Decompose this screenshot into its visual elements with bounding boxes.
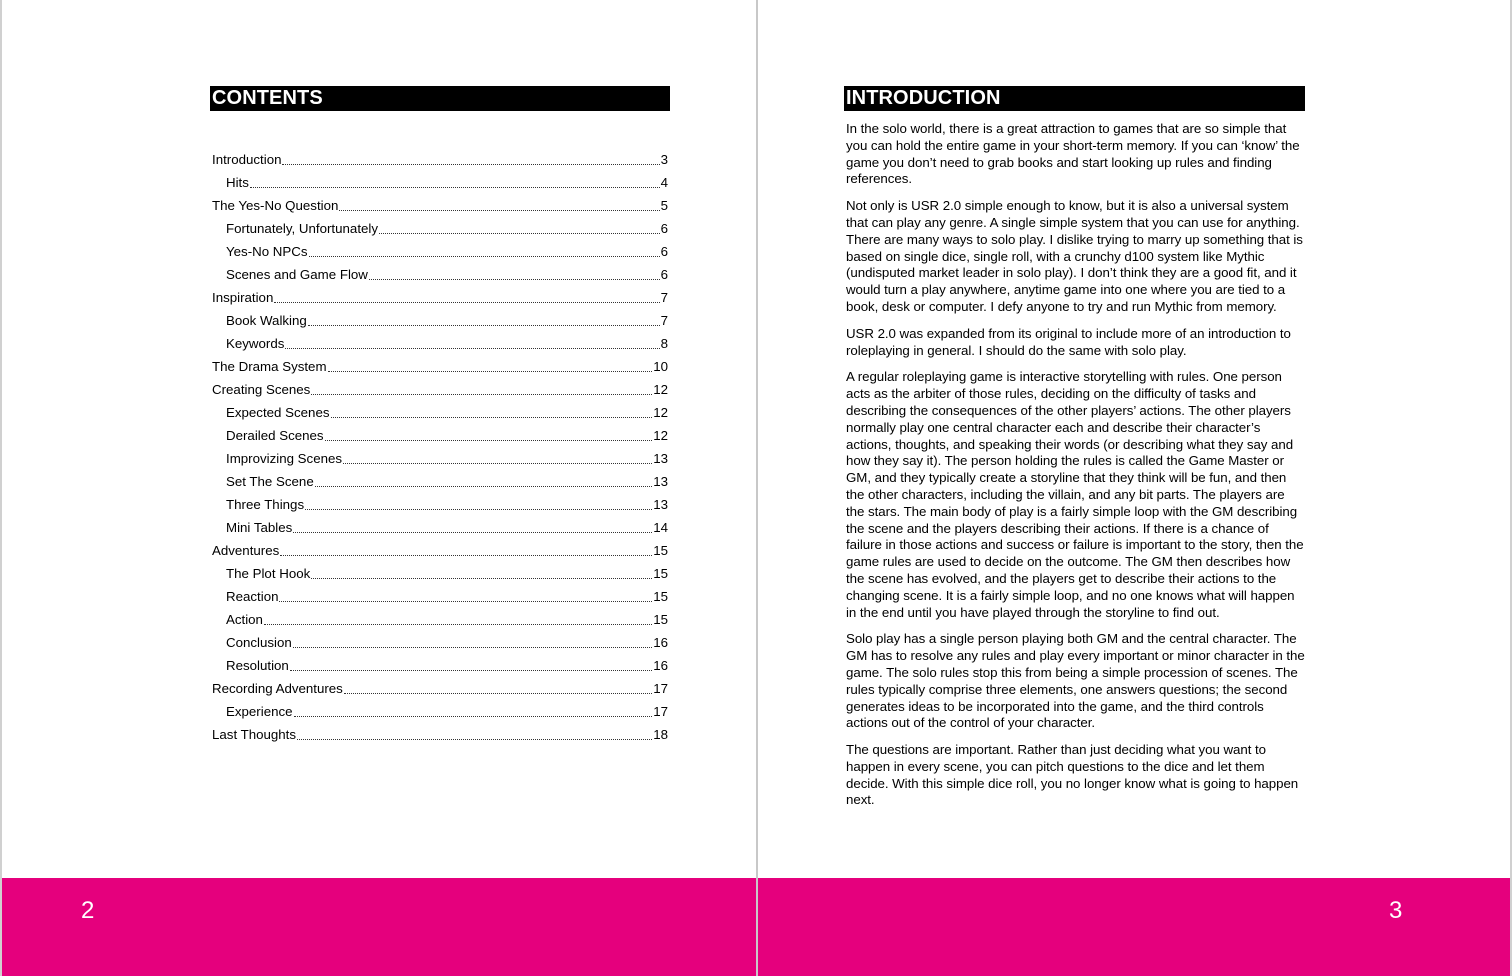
- toc-entry[interactable]: [212, 677, 668, 700]
- intro-paragraph: USR 2.0 was expanded from its original to include more of an introduction to roleplaying in general. I should do the same with solo play.: [846, 325, 1291, 358]
- toc-entry-title: The Yes-No Question: [212, 198, 339, 213]
- toc-entry[interactable]: [212, 194, 668, 217]
- toc-entry[interactable]: [212, 378, 668, 401]
- toc-entry[interactable]: [212, 355, 668, 378]
- toc-entry-page: 10: [653, 359, 668, 374]
- toc-entry-title: Reaction: [226, 589, 279, 604]
- toc-dot-leader: [325, 440, 653, 441]
- toc-entry-title: Hits: [226, 175, 249, 190]
- toc-entry-page: 13: [653, 474, 668, 489]
- table-of-contents: [212, 148, 668, 746]
- toc-entry[interactable]: [212, 332, 668, 355]
- toc-entry-title: Scenes and Game Flow: [226, 267, 368, 282]
- toc-entry-title: Set The Scene: [226, 474, 314, 489]
- toc-dot-leader: [369, 279, 660, 280]
- toc-entry-title: Expected Scenes: [226, 405, 330, 420]
- toc-entry-page: 5: [660, 198, 668, 213]
- toc-entry[interactable]: [212, 217, 668, 240]
- toc-dot-leader: [343, 463, 652, 464]
- toc-entry-title: Resolution: [226, 658, 289, 673]
- toc-entry[interactable]: [212, 723, 668, 746]
- toc-entry-page: 8: [660, 336, 668, 351]
- toc-entry-page: 17: [653, 681, 668, 696]
- toc-entry-title: The Drama System: [212, 359, 327, 374]
- toc-entry[interactable]: [212, 424, 668, 447]
- page-number-right: 3: [1389, 897, 1403, 924]
- toc-dot-leader: [290, 670, 652, 671]
- toc-dot-leader: [282, 164, 659, 165]
- toc-entry[interactable]: [212, 631, 668, 654]
- toc-entry-page: 15: [653, 589, 668, 604]
- toc-entry[interactable]: [212, 309, 668, 332]
- toc-dot-leader: [311, 394, 652, 395]
- toc-entry-page: 15: [653, 566, 668, 581]
- toc-entry-title: Mini Tables: [226, 520, 293, 535]
- toc-entry-title: Action: [226, 612, 263, 627]
- toc-dot-leader: [331, 417, 653, 418]
- toc-dot-leader: [279, 601, 652, 602]
- toc-dot-leader: [339, 210, 659, 211]
- intro-paragraph: Not only is USR 2.0 simple enough to know, but it is also a universal system that can play any genre. A single simple system that you can use for anything. There are many ways to solo play. I dislike trying to marry up something that is based on single dice, single roll, with a crunchy d100 system like Mythic (undisputed market leader in solo play). I don’t think they are a good fit, and it would turn a play anywhere, anytime game into one where you are tied to a book, desk or computer. I defy anyone to try and run Mythic from memory.: [846, 198, 1303, 314]
- toc-dot-leader: [294, 716, 653, 717]
- toc-entry-title: Last Thoughts: [212, 727, 297, 742]
- contents-heading: CONTENTS: [210, 86, 670, 111]
- toc-entry[interactable]: [212, 562, 668, 585]
- toc-dot-leader: [328, 371, 653, 372]
- toc-entry[interactable]: [212, 608, 668, 631]
- toc-entry[interactable]: [212, 148, 668, 171]
- page-right: [758, 0, 1510, 976]
- page-left: [2, 0, 756, 976]
- toc-entry-page: 16: [653, 658, 668, 673]
- toc-entry[interactable]: [212, 401, 668, 424]
- page-number-left: 2: [81, 897, 95, 924]
- toc-entry[interactable]: [212, 654, 668, 677]
- toc-dot-leader: [344, 693, 652, 694]
- footer-band-left: [2, 878, 756, 976]
- toc-entry-title: Adventures: [212, 543, 280, 558]
- toc-entry-title: Fortunately, Unfortunately: [226, 221, 379, 236]
- toc-entry-page: 14: [653, 520, 668, 535]
- toc-dot-leader: [308, 325, 660, 326]
- toc-entry-title: Creating Scenes: [212, 382, 311, 397]
- toc-dot-leader: [293, 647, 652, 648]
- toc-entry-page: 13: [653, 497, 668, 512]
- toc-entry-title: The Plot Hook: [226, 566, 311, 581]
- toc-entry-title: Inspiration: [212, 290, 274, 305]
- toc-dot-leader: [250, 187, 660, 188]
- toc-entry-title: Conclusion: [226, 635, 292, 650]
- intro-paragraph: In the solo world, there is a great attraction to games that are so simple that you can hold the entire game in your short-term memory. If you can ‘know’ the game you don’t need to grab books and start looking up rules and finding references.: [846, 121, 1300, 187]
- toc-entry-page: 7: [660, 313, 668, 328]
- toc-entry-title: Keywords: [226, 336, 285, 351]
- toc-entry-page: 12: [653, 428, 668, 443]
- toc-dot-leader: [285, 348, 659, 349]
- toc-entry-page: 13: [653, 451, 668, 466]
- toc-dot-leader: [311, 578, 652, 579]
- toc-entry-title: Improvizing Scenes: [226, 451, 343, 466]
- toc-entry-title: Experience: [226, 704, 293, 719]
- toc-dot-leader: [305, 509, 652, 510]
- toc-entry-page: 4: [660, 175, 668, 190]
- toc-entry-page: 17: [653, 704, 668, 719]
- toc-dot-leader: [297, 739, 652, 740]
- toc-entry-title: Book Walking: [226, 313, 307, 328]
- toc-entry-page: 7: [660, 290, 668, 305]
- toc-entry[interactable]: [212, 700, 668, 723]
- toc-entry-page: 15: [653, 612, 668, 627]
- toc-dot-leader: [315, 486, 652, 487]
- introduction-body: [846, 121, 1306, 819]
- toc-entry[interactable]: [212, 263, 668, 286]
- toc-entry-title: Yes-No NPCs: [226, 244, 308, 259]
- intro-paragraph: A regular roleplaying game is interactive storytelling with rules. One person acts as the arbiter of those rules, deciding on the difficulty of tasks and describing the consequences of the other players’ actions. The other players normally play one central character each and describe their character’s actions, thoughts, and speaking their words (or describing what they say and how they say it). The person holding the rules is called the Game Master or GM, and they typically create a storyline that they think will be fun, and then the other characters, including the villain, and any bit parts. The players are the stars. The main body of play is a fairly simple loop with the GM describing the scene and the players describing their actions. If there is a chance of failure in those actions and success or failure is important to the story, then the game rules are used to decide on the outcome. The GM then describes how the scene has evolved, and the players get to describe their actions to the changing scene. It is a fairly simple loop, and no one knows what will happen in the end until you have played through the storyline to find out.: [846, 369, 1304, 620]
- footer-band-right: [758, 878, 1510, 976]
- toc-dot-leader: [379, 233, 660, 234]
- toc-dot-leader: [309, 256, 660, 257]
- toc-dot-leader: [264, 624, 652, 625]
- toc-entry-page: 15: [653, 543, 668, 558]
- toc-entry-page: 12: [653, 382, 668, 397]
- toc-entry-page: 12: [653, 405, 668, 420]
- toc-entry[interactable]: [212, 171, 668, 194]
- toc-entry[interactable]: [212, 493, 668, 516]
- toc-entry[interactable]: [212, 286, 668, 309]
- toc-entry-title: Recording Adventures: [212, 681, 343, 696]
- toc-entry-title: Introduction: [212, 152, 282, 167]
- toc-entry-page: 6: [660, 267, 668, 282]
- toc-entry[interactable]: [212, 539, 668, 562]
- intro-paragraph: Solo play has a single person playing both GM and the central character. The GM has to resolve any rules and play every important or minor character in the game. The solo rules stop this from being a simple procession of scenes. The rules typically comprise three elements, one answers questions; the second generates ideas to be incorporated into the game, and the third controls actions out of the control of your character.: [846, 631, 1305, 731]
- toc-entry-page: 3: [660, 152, 668, 167]
- toc-dot-leader: [274, 302, 659, 303]
- toc-entry[interactable]: [212, 585, 668, 608]
- introduction-heading: INTRODUCTION: [844, 86, 1305, 111]
- toc-entry[interactable]: [212, 470, 668, 493]
- toc-dot-leader: [293, 532, 652, 533]
- toc-entry-page: 18: [653, 727, 668, 742]
- toc-entry-page: 16: [653, 635, 668, 650]
- intro-paragraph: The questions are important. Rather than just deciding what you want to happen in every scene, you can pitch questions to the dice and let them decide. With this simple dice roll, you no longer know what is going to happen next.: [846, 742, 1299, 808]
- toc-entry[interactable]: [212, 516, 668, 539]
- toc-entry[interactable]: [212, 240, 668, 263]
- toc-dot-leader: [280, 555, 652, 556]
- toc-entry-title: Three Things: [226, 497, 305, 512]
- toc-entry[interactable]: [212, 447, 668, 470]
- toc-entry-page: 6: [660, 244, 668, 259]
- toc-entry-title: Derailed Scenes: [226, 428, 324, 443]
- toc-entry-page: 6: [660, 221, 668, 236]
